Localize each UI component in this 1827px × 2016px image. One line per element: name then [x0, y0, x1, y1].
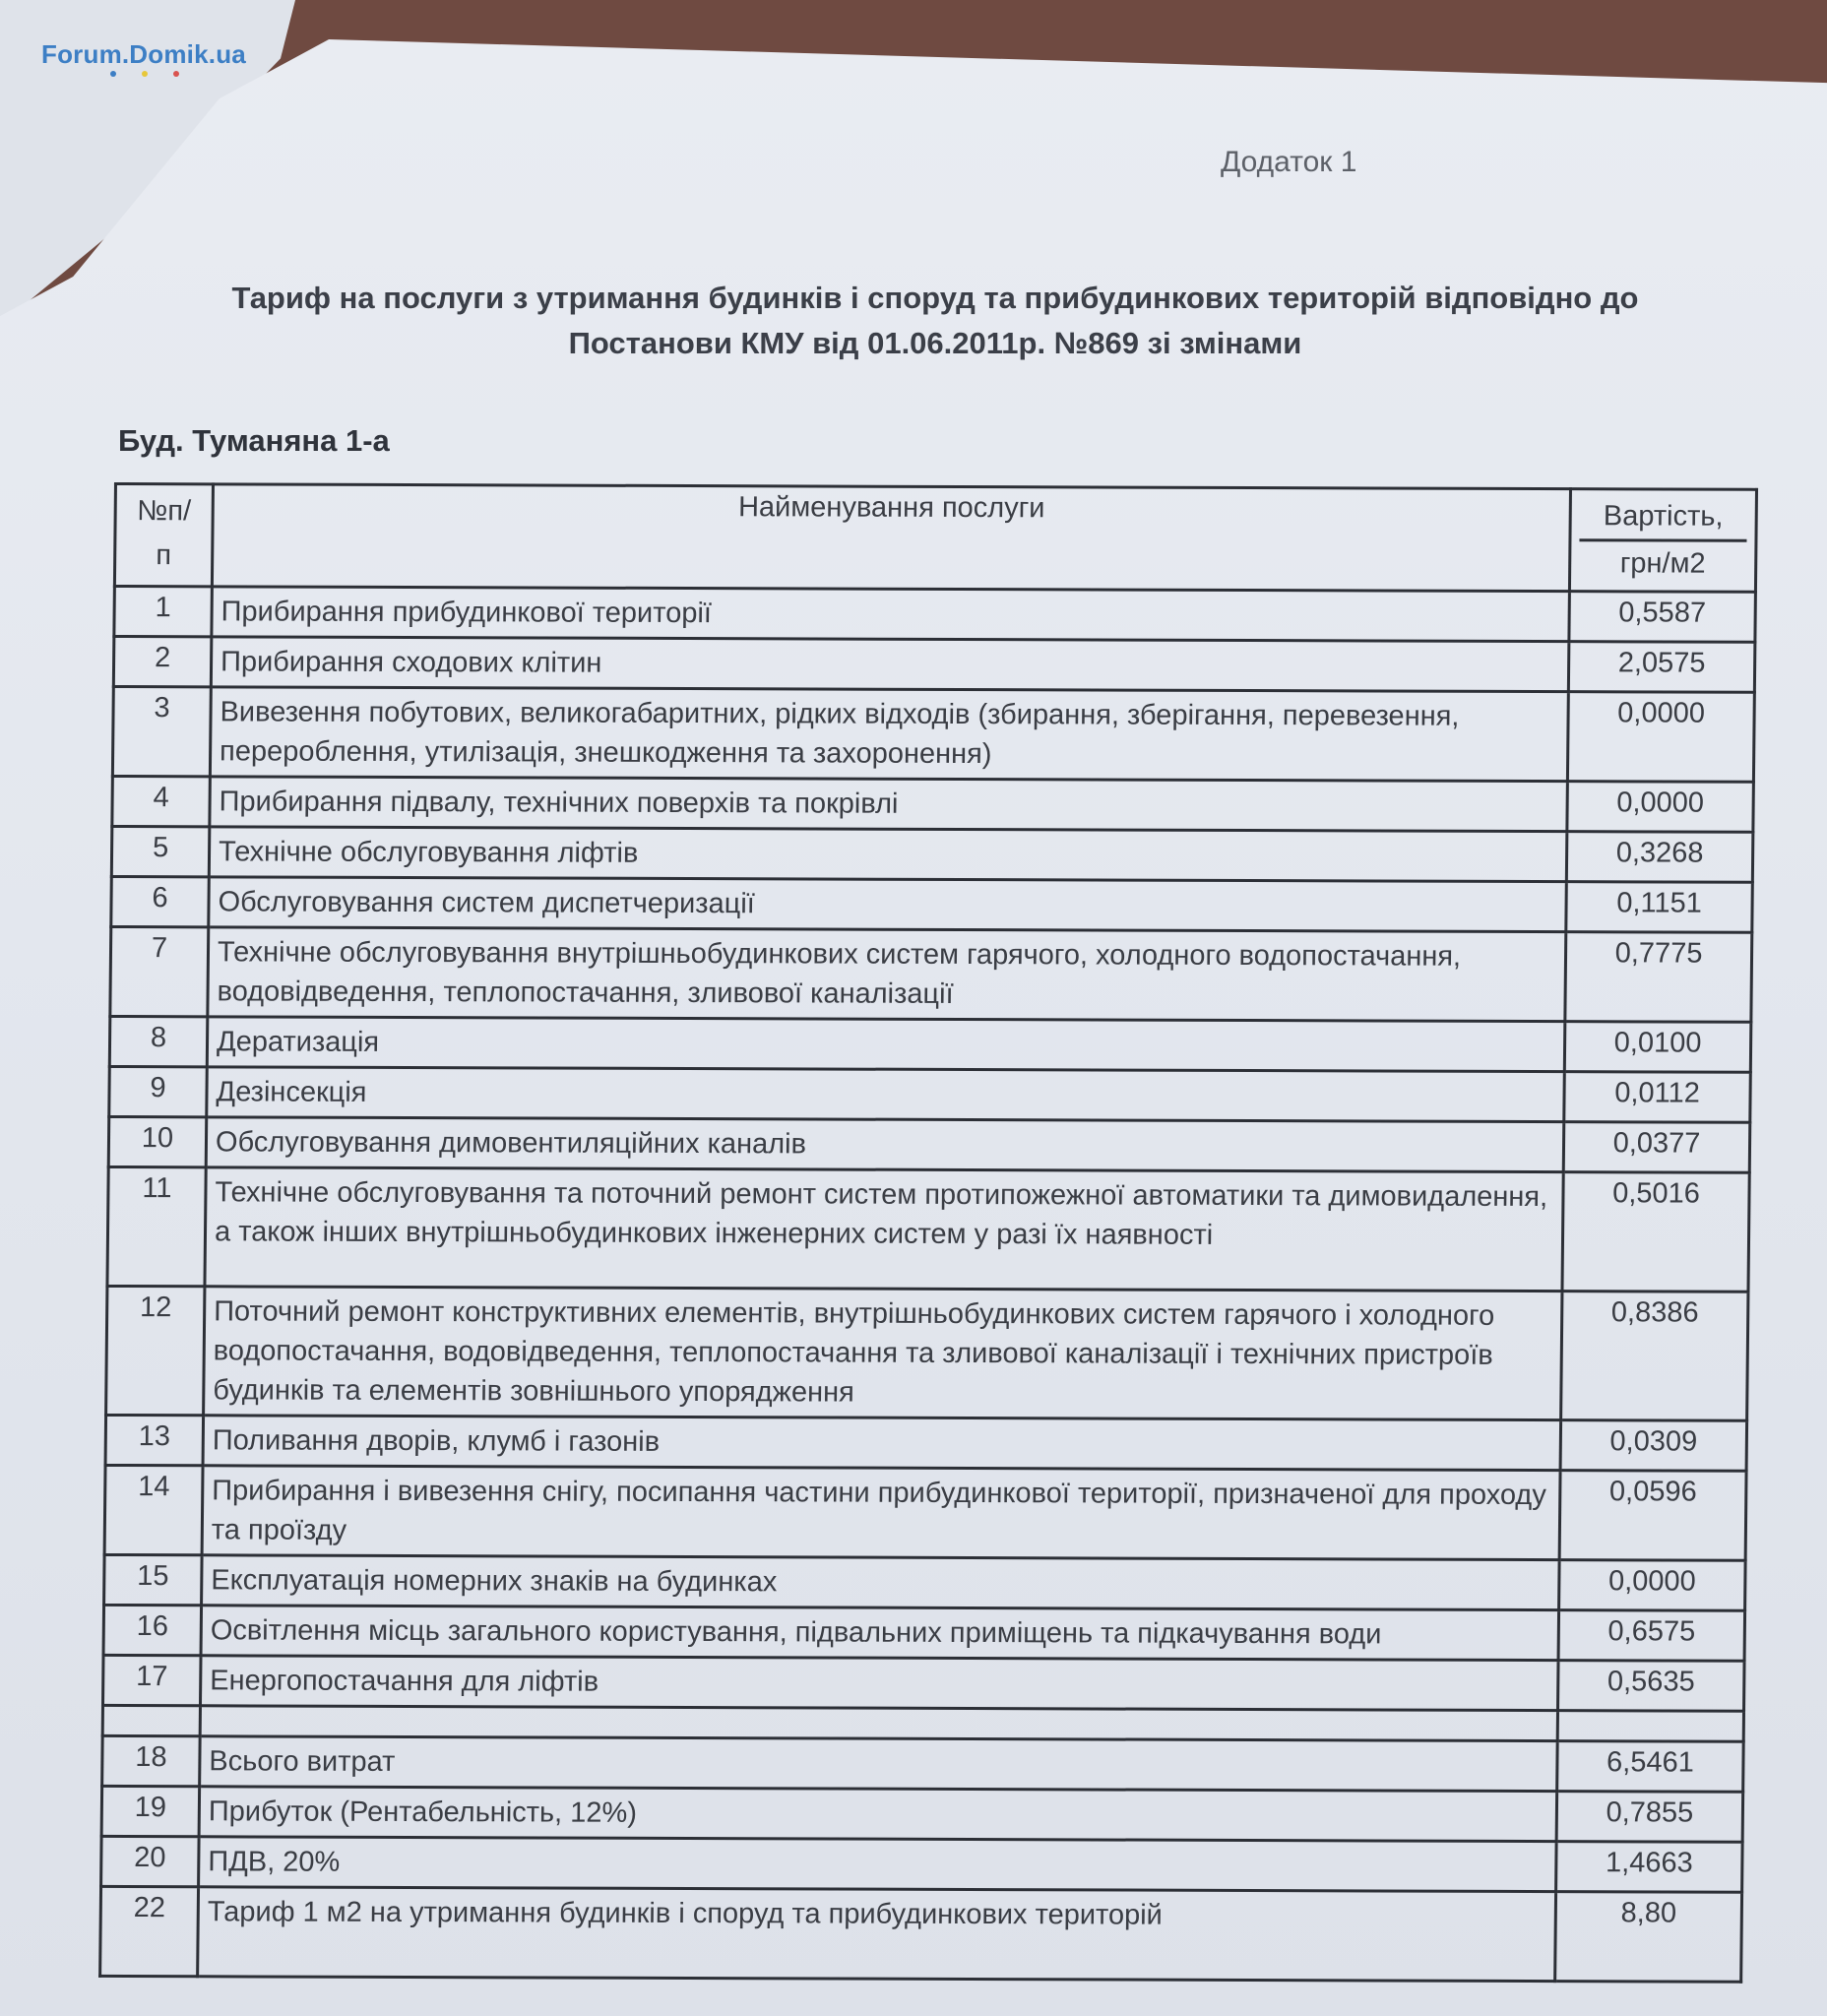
table-row: [114, 586, 1756, 642]
title-line-1: Тариф на послуги з утримання будинків і споруд та прибудинкових територій відповідно до: [231, 281, 1639, 315]
header-number-line-1: №п/: [137, 495, 192, 528]
service-name: Прибирання сходових клітин: [211, 637, 1569, 692]
service-name: Технічне обслуговування внутрішньобудинкових систем гарячого, холодного водопостачання, водовідведення, теплопостачання, зливової каналізації: [208, 927, 1566, 1022]
row-number: 9: [109, 1066, 208, 1116]
table-row: [103, 1605, 1745, 1661]
service-name: Енергопостачання для ліфтів: [200, 1656, 1558, 1711]
service-cost: 0,5016: [1562, 1172, 1749, 1292]
watermark-logo: Forum.Domik.ua: [41, 39, 246, 69]
row-number: 17: [102, 1655, 201, 1705]
row-number: 16: [103, 1605, 202, 1655]
row-number: 20: [101, 1836, 200, 1886]
table-row-vat: [101, 1836, 1743, 1892]
service-cost: 2,0575: [1568, 642, 1755, 693]
row-number: 3: [112, 686, 211, 776]
service-name: Прибирання підвалу, технічних поверхів та покрівлі: [210, 777, 1568, 832]
row-number: 18: [102, 1735, 201, 1786]
table-row-tariff: [100, 1886, 1742, 1982]
header-service-name: Найменування послуги: [212, 484, 1570, 592]
row-number: 14: [104, 1465, 203, 1554]
service-cost: 0,0112: [1564, 1072, 1751, 1123]
service-name: Прибуток (Рентабельність, 12%): [199, 1787, 1557, 1842]
service-name: Поливання дворів, клумб і газонів: [203, 1416, 1561, 1471]
service-cost: 0,0000: [1559, 1560, 1746, 1611]
service-name: Експлуатація номерних знаків на будинках: [202, 1555, 1560, 1610]
row-number: 22: [100, 1886, 199, 1976]
header-number-line-2: п: [156, 539, 172, 572]
table-row: [108, 1116, 1750, 1172]
table-row: [111, 876, 1753, 932]
table-row: [113, 636, 1755, 692]
row-number: 4: [112, 776, 211, 826]
service-cost: 8,80: [1555, 1892, 1742, 1983]
row-number: 15: [104, 1554, 203, 1605]
service-cost: 1,4663: [1556, 1842, 1743, 1893]
service-name: Вивезення побутових, великогабаритних, рідких відходів (збирання, зберігання, перевезення, перероблення, утилізація, знешкодження та захоронення): [210, 687, 1568, 782]
document-title: [148, 276, 1723, 366]
service-cost: 0,0596: [1559, 1471, 1746, 1561]
table-row: [109, 1066, 1751, 1122]
table-row: [105, 1415, 1747, 1471]
service-name: Обслуговування систем диспетчеризації: [209, 877, 1567, 932]
row-number: 11: [107, 1166, 206, 1286]
service-name: Поточний ремонт конструктивних елементів, внутрішньобудинкових систем гарячого і холодного водопостачання, водовідведення, теплопостачання та зливової каналізації і технічних пристроїв будинків та елементів зовнішнього упорядження: [204, 1287, 1562, 1420]
table-row: [104, 1554, 1746, 1610]
service-cost: 0,6575: [1558, 1610, 1745, 1662]
service-cost: 0,7775: [1565, 932, 1752, 1023]
yellow-dot-icon: [142, 71, 148, 77]
service-cost: 0,1151: [1566, 882, 1753, 933]
service-name: Прибирання прибудинкової території: [212, 587, 1570, 642]
row-number: 7: [110, 926, 209, 1016]
tariff-table: [98, 482, 1758, 1984]
service-name: Технічне обслуговування ліфтів: [209, 827, 1567, 882]
service-cost: 0,5587: [1569, 592, 1756, 643]
row-number: 12: [106, 1286, 205, 1415]
row-number: 5: [111, 826, 210, 876]
row-number: [102, 1705, 200, 1735]
row-number: 6: [111, 876, 210, 926]
service-name: Дератизація: [207, 1017, 1565, 1072]
service-name: Дезінсекція: [207, 1067, 1565, 1122]
service-cost: 0,3268: [1566, 832, 1753, 883]
tariff-table-wrapper: [98, 482, 1758, 1965]
service-name: Обслуговування димовентиляційних каналів: [206, 1117, 1564, 1172]
row-number: 1: [114, 586, 213, 636]
row-number: 8: [109, 1016, 208, 1066]
table-row: [106, 1286, 1748, 1420]
service-cost: 6,5461: [1557, 1741, 1744, 1793]
service-name: Всього витрат: [200, 1736, 1558, 1792]
service-cost: 0,0377: [1563, 1122, 1750, 1173]
service-cost: 0,0000: [1567, 782, 1754, 833]
header-cost-line-1: Вартість,: [1603, 500, 1724, 533]
row-number: 2: [113, 636, 212, 686]
service-cost: 0,0309: [1560, 1420, 1747, 1472]
table-row: [110, 926, 1752, 1022]
service-name: ПДВ, 20%: [199, 1837, 1557, 1892]
table-row-total: [102, 1735, 1744, 1792]
table-row: [102, 1655, 1744, 1711]
table-row: [112, 776, 1754, 832]
watermark-dots: [110, 71, 179, 77]
service-cost: 0,5635: [1558, 1661, 1745, 1712]
row-number: 19: [101, 1786, 200, 1836]
service-cost: [1557, 1711, 1743, 1742]
service-name: Технічне обслуговування та поточний ремонт систем протипожежної автоматики та димовидалення, а також інших внутрішньобудинкових інженерних систем у разі їх наявності: [205, 1167, 1563, 1292]
table-row: [104, 1465, 1746, 1560]
table-row: [107, 1166, 1749, 1292]
table-row: [112, 686, 1754, 782]
header-cost: [1569, 489, 1756, 593]
row-number: 10: [108, 1116, 207, 1166]
title-line-2: Постанови КМУ від 01.06.2011р. №869 зі змінами: [568, 326, 1302, 360]
service-name: Тариф 1 м2 на утримання будинків і споруд та прибудинкових територій: [198, 1887, 1556, 1982]
table-row: [111, 826, 1753, 882]
header-number: [114, 484, 213, 587]
service-cost: 0,8386: [1561, 1292, 1748, 1421]
service-cost: 0,0000: [1567, 692, 1754, 783]
red-dot-icon: [173, 71, 179, 77]
building-label: Буд. Туманяна 1-а: [118, 423, 390, 458]
service-name: Освітлення місць загального користування, підвальних приміщень та підкачування води: [201, 1606, 1559, 1661]
service-cost: 0,0100: [1564, 1022, 1751, 1073]
row-number: 13: [105, 1415, 204, 1465]
service-name: [200, 1706, 1557, 1741]
service-name: Прибирання і вивезення снігу, посипання частини прибудинкової території, призначеної для проходу та проїзду: [202, 1466, 1560, 1560]
service-cost: 0,7855: [1556, 1792, 1743, 1843]
table-row: [109, 1016, 1751, 1072]
table-header-row: [114, 484, 1756, 593]
table-row-profit: [101, 1786, 1743, 1842]
blue-dot-icon: [110, 71, 116, 77]
appendix-label: Додаток 1: [1221, 146, 1357, 178]
header-cost-line-2: грн/м2: [1579, 538, 1747, 587]
